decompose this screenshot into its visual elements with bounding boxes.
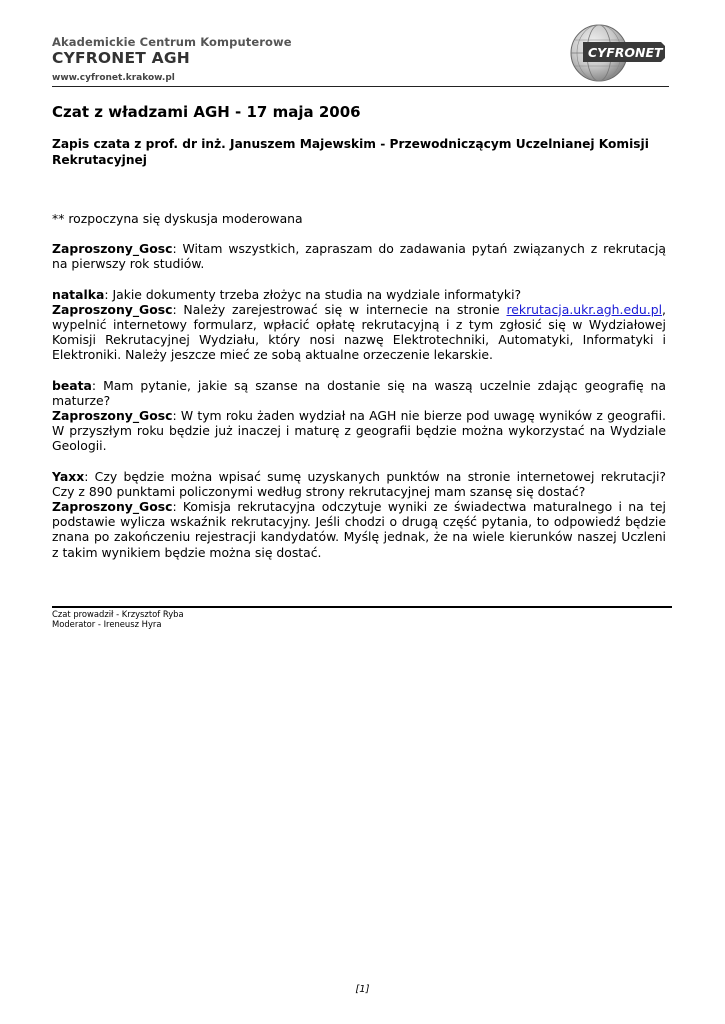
message-text: : Jakie dokumenty trzeba złożyc na studia na wydziale informatyki? [104, 286, 522, 302]
message-author: Zaproszony_Gosc [52, 241, 173, 257]
chat-message [52, 469, 666, 499]
message-author: Zaproszony_Gosc [52, 408, 173, 424]
message-text: : Komisja rekrutacyjna odczytuje wyniki ze świadectwa maturalnego i na tej podstawie wylicza wskaźnik rekrutacyjny. Jeśli chodzi o drugą część pytania, to odpowiedź będzie znana po zakończeniu rejestracji kandydatów. Myślę jednak, że na wiele kierunków naszej Uczleni z takim wynikiem będzie można się dostać. [52, 499, 666, 560]
chat-message [52, 378, 666, 408]
message-text: : Witam wszystkich, zapraszam do zadawania pytań związanych z rekrutacją na pierwszy rok studiów. [52, 241, 666, 272]
logo-text: CYFRONET [588, 45, 663, 60]
recruitment-link[interactable]: rekrutacja.ukr.agh.edu.pl [506, 301, 663, 317]
chat-message [52, 241, 666, 271]
message-author: Zaproszony_Gosc [52, 301, 173, 317]
message-text: : W tym roku żaden wydział na AGH nie bierze pod uwagę wyników z geografii. W przyszłym roku będzie już inaczej i maturę z geografii będzie można wykorzystać na Wydziale Geologii. [52, 408, 666, 454]
footer-moderator: Moderator - Ireneusz Hyra [52, 619, 162, 629]
cyfronet-logo [569, 22, 669, 84]
chat-message [52, 302, 666, 363]
chat-message [52, 287, 666, 302]
message-text: : Czy będzie można wpisać sumę uzyskanych punktów na stronie internetowej rekrutacji? Czy z 890 punktami policzonymi według strony rekrutacyjnej mam szansę się dostać? [52, 468, 666, 499]
message-author: beata [52, 377, 92, 393]
header-divider [52, 86, 669, 87]
message-text: , wypelnić internetowy formularz, wpłacić opłatę rekrutacyjną i z tym zgłosić się w Wydziałowej Komisji Rekrutacyjnej Wydziału, który nosi nazwę Elektrotechniki, Automatyki, Informatyki i Elektroniki. Należy jeszcze mieć ze sobą aktualne orzeczenie lekarskie. [52, 301, 666, 363]
chat-message [52, 499, 666, 560]
message-text: : Mam pytanie, jakie są szanse na dostanie się na waszą uczelnie zdając geografię na maturze? [52, 377, 666, 408]
message-author: natalka [52, 286, 105, 302]
message-author: Yaxx [52, 468, 85, 484]
footer-host: Czat prowadził - Krzysztof Ryba [52, 609, 184, 619]
chat-transcript [52, 211, 666, 560]
message-text: : Należy zarejestrować się w internecie na stronie [172, 301, 507, 317]
footer-credits [52, 609, 184, 629]
page-number: [1] [355, 984, 370, 995]
intro-line: ** rozpoczyna się dyskusja moderowana [52, 211, 303, 226]
message-author: Zaproszony_Gosc [52, 499, 173, 515]
organization-name: Akademickie Centrum Komputerowe [52, 35, 292, 49]
page-title: Czat z władzami AGH - 17 maja 2006 [52, 103, 361, 121]
chat-message [52, 408, 666, 454]
footer-divider [52, 606, 672, 608]
page-subtitle: Zapis czata z prof. dr inż. Januszem Majewskim - Przewodniczącym Uczelnianej Komisji Rekrutacyjnej [52, 137, 649, 167]
header-url: www.cyfronet.krakow.pl [52, 73, 175, 83]
brand-name: CYFRONET AGH [52, 49, 190, 67]
